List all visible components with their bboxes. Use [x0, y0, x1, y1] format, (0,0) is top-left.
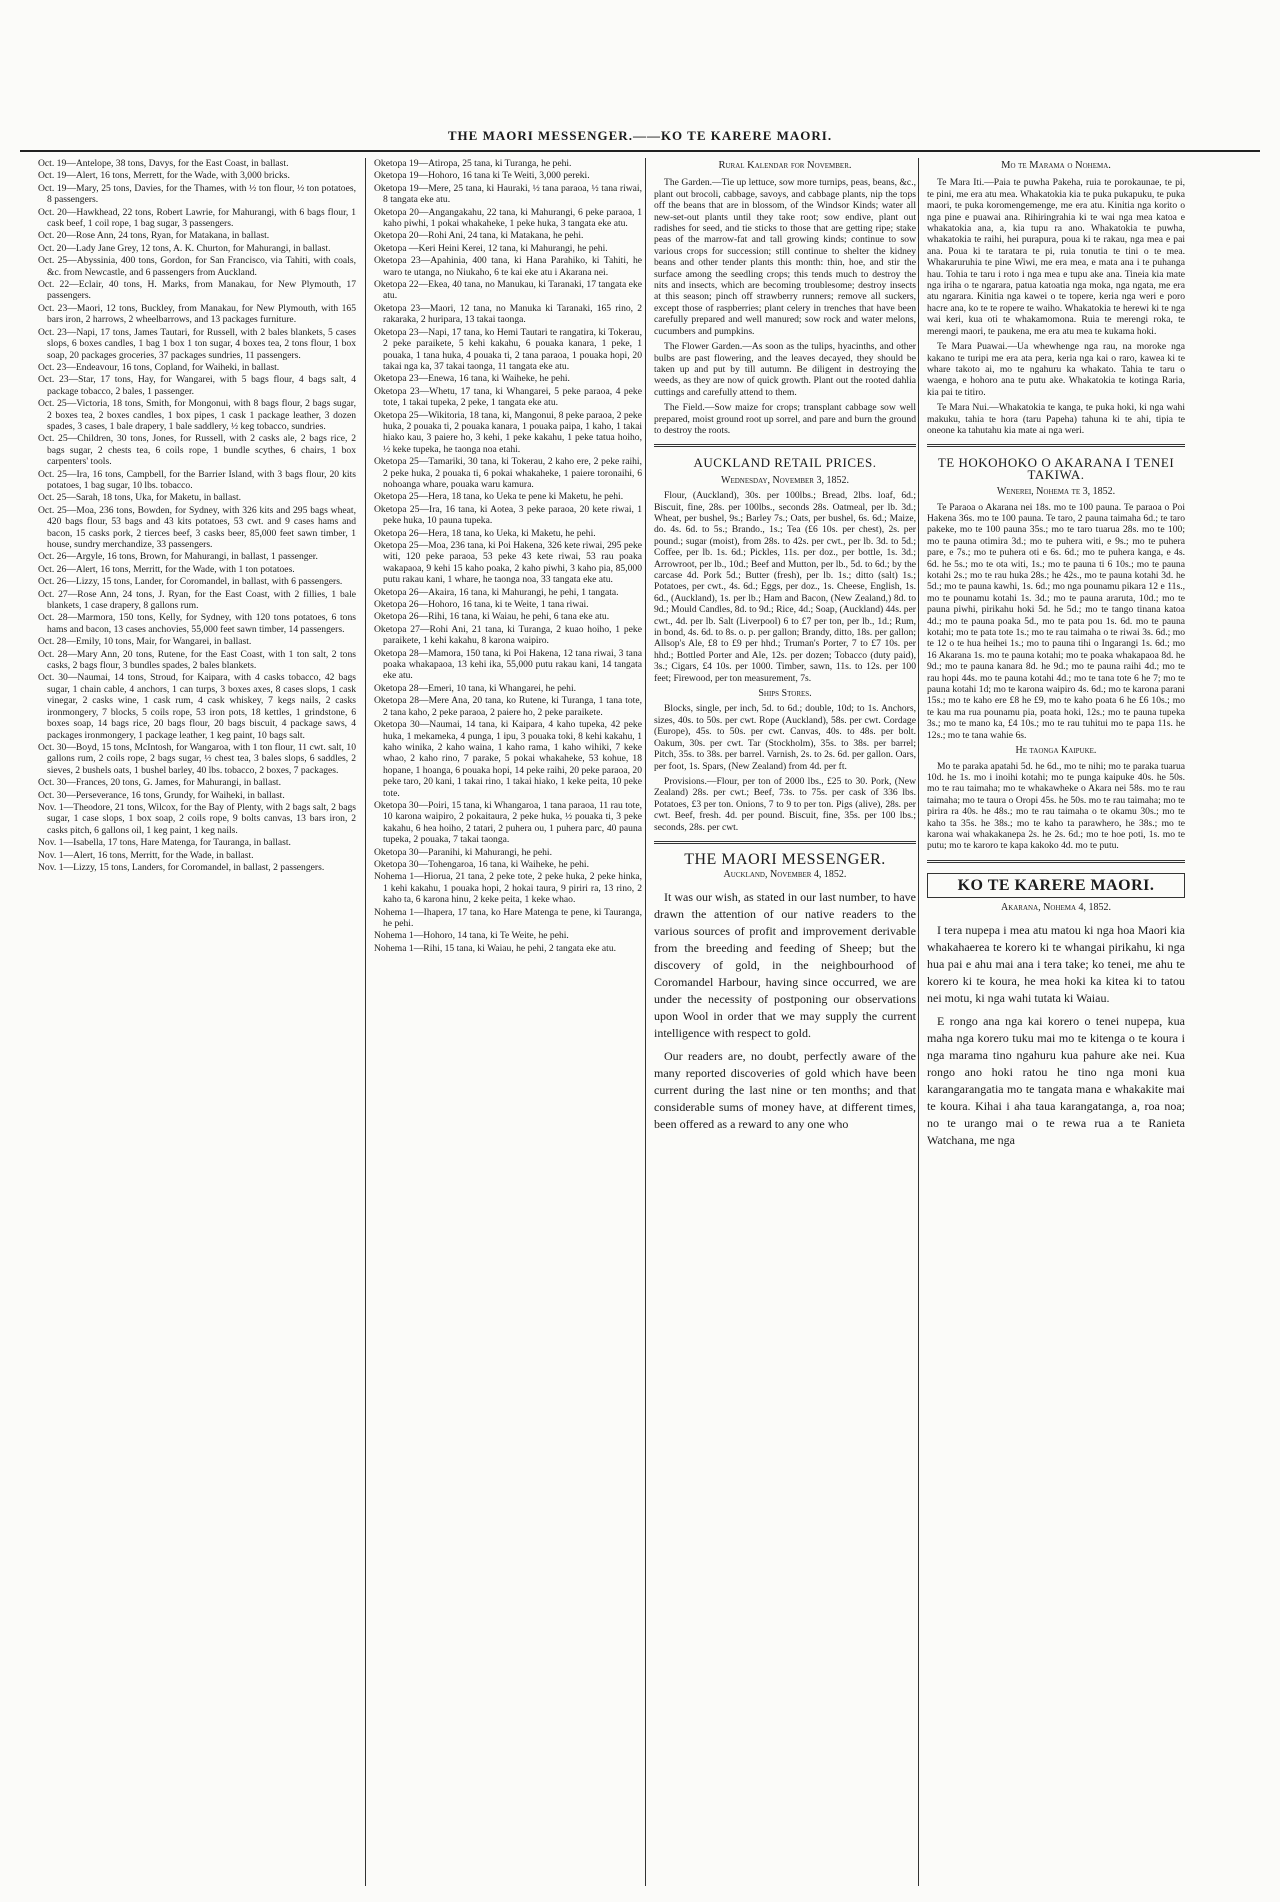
retail-paragraph: Flour, (Auckland), 30s. per 100lbs.; Bread, 2lbs. loaf, 6d.; Biscuit, fine, 28s. per 100lbs., seconds 28s. Oatmeal, per lb. 3d.; Wheat, per bushel, 9s.; Barley 7s.; Oats, per bushel, 6s. 6d.; Maize, do. 4s. 6d. to 5s.; Brando., 1s.; Tea (£6 10s. per chest), 2s. per pound.; sugar (moist), from 28s. to 42s. per cwt., per lb. 3d. to 5d.; Coffee, per lb. 1s. 6d.; Pickles, 11s. per doz., per bottle, 1s. 3d.; Arrowroot, per lb., 10d.; Beef and Mutton, per lb., 5d. to 6d.; by the carcase 4d. Pork 5d.; Butter (fresh), per lb. 1s.; ditto (salt) 1s.; Potatoes, per cwt., 4s. 6d.; Eggs, per doz., 1s. Cheese, English, 1s. 6d., (Auckland), 1s. per lb.; Ham and Bacon, (New Zealand,) 8d. to 9d.; Mould Candles, 8d. to 9d.; Rice, 4d.; Soap, (Auckland) 44s. per cwt., 4d. per lb. Salt (Liverpool) 6 to £7 per ton, per lb., 1d.; Rum, in bond, 4s. 6d. to 8s. o. p. per gallon; Brandy, ditto, 18s. per gallon; Allsop's Ale, £8 to £9 per hhd.; Truman's Porter, 7 to £7 10s. per hhd.; Bottled Porter and Ale, 12s. per dozen; Tobacco (duty paid), 3s.; Cigars, £4 10s. per 1000. Timber, sawn, 11s. to 12s. per 100 feet; Firewood, per ton measurement, 7s. — [654, 490, 916, 684]
shipping-entry-maori: Oketopa 25—Hera, 18 tana, ko Ueka te pene ki Maketu, he pehi. — [374, 491, 624, 503]
shipping-entry-maori: Oketopa 23—Maori, 12 tana, no Manuka ki Taranaki, 165 rino, 2 rakaraka, 2 huripara, 13 takai taonga. — [374, 302, 642, 326]
shipping-entry: Oct. 22—Eclair, 40 tons, H. Marks, from Manakau, for New Plymouth, 17 passengers. — [38, 279, 356, 302]
shipping-maori-column — [365, 158, 642, 1886]
shipping-entry: Nov. 1—Alert, 16 tons, Merritt, for the Wade, in ballast. — [38, 849, 254, 861]
page-header-title: THE MAORI MESSENGER.——KO TE KARERE MAORI. — [447, 128, 833, 143]
shipping-entry-maori: Nohema 1—Hohoro, 14 tana, ki Te Weite, he pehi. — [374, 930, 569, 942]
shipping-entry: Oct. 25—Ira, 16 tons, Campbell, for the Barrier Island, with 3 bags flour, 20 kits potatoes, 1 bag sugar, 10 lbs. tobacco. — [38, 468, 356, 491]
shipping-entry-maori: Nohema 1—Hiorua, 21 tana, 2 peke tote, 2 peke huka, 2 peke hinka, 1 kehi kakahu, 1 pouaka hopi, 2 hokai taura, 9 piriri ra, 13 rino, 2 kaho ta, 6 karona hinu, 2 keke peita, 1 keke whao. — [374, 871, 642, 906]
shipping-entry-maori: Oketopa 19—Atiropa, 25 tana, ki Turanga, he pehi. — [374, 158, 572, 169]
shipping-entry-maori: Oketopa 30—Poiri, 15 tana, ki Whangaroa, 1 tana paraoa, 11 rau tote, 10 karona waipiro, 2 pokaitaura, 2 peke huka, ½ pouaka ti, 3 peke kakahu, 6 hea hoiho, 2 tatari, 2 puhera ou, 1 puhera parc, 40 pauna tupeka, 2 pouaka, 7 takai taonga. — [374, 799, 642, 846]
shipping-entry: Oct. 23—Star, 17 tons, Hay, for Wangarei, with 5 bags flour, 4 bags salt, 4 package tobacco, 2 bales, 1 passenger. — [38, 374, 356, 397]
shipping-entry: Nov. 1—Theodore, 21 tons, Wilcox, for the Bay of Plenty, with 2 bags salt, 2 bags sugar, 1 case slops, 1 box soap, 2 coils rope, 9 bolts canvas, 13 bars iron, 2 casks pitch, 6 gallons oil, 1 keg paint, 1 keg nails. — [38, 801, 356, 836]
kaipuke-paragraph: Mo te paraka apatahi 5d. he 6d., mo te nihi; mo te paraka tuarua 10d. he 1s. mo i inoihi kotahi; mo te punga kaipuke 40s. he 50s. mo te rau taimaha; mo te whakawheke o Akara nei 58s. mo te rau taimaha; mo te taura o Oropi 45s. he 50s. mo te rau taimaha; mo te pirira ra 40s. he 48s.; mo te rau taimaha o te okamu 30s.; mo te kaho ta 35s. he 38s.; mo te kaho ta parawhero, he 38s.; mo te karona wai whakakanepa 2s. he 2s. 6d.; mo te hoe poti, 1s. mo te putu; mo te karoro te kapa kakoko 4d. mo te putu. — [927, 760, 1185, 852]
messenger-paragraph: Our readers are, no doubt, perfectly aware of the many reported discoveries of gold which have been current during the last nine or ten months; and that considerable sums of money have, at different times, been offered as a reward to any one who — [654, 1048, 916, 1131]
shipping-entry-maori: Oketopa 25—Wikitoria, 18 tana, ki, Mangonui, 8 peke paraoa, 2 peke huka, 2 pouaka ti, 2 pouaka kanara, 1 pouaka paipa, 1 kaho, 1 takai hiako kau, 3 paiere ho, 3 kehi, 1 peke kakahu, 1 peke tatua hoiho, ½ keke tupeka, he taonga noa etahi. — [374, 409, 642, 455]
page-header — [20, 128, 1260, 152]
hokohoko-date: Wenerei, Nohema te 3, 1852. — [996, 486, 1116, 498]
shipping-entry-maori: Oketopa 19—Mere, 25 tana, ki Hauraki, ½ tana paraoa, ½ tana riwai, 8 tangata eke atu. — [374, 182, 642, 206]
shipping-entry: Oct. 30—Perseverance, 16 tons, Grundy, for Waiheki, in ballast. — [38, 789, 285, 801]
shipping-entry-maori: Oketopa 23—Enewa, 16 tana, ki Waiheke, he pehi. — [374, 373, 570, 385]
shipping-english-column — [38, 158, 356, 1886]
column-three — [645, 158, 916, 1886]
messenger-paragraph: It was our wish, as stated in our last number, to have drawn the attention of our native readers to the various sources of profit and improvement derivable from the breeding and feeding of Sheep; but the discovery of gold, in the neighbourhood of Coromandel Harbour, having since occurred, we are under the necessity of postponing our observations upon Wool in order that we may supply the current intelligence with respect to gold. — [654, 889, 916, 1040]
kaipuke-title: He taonga Kaipuke. — [1015, 745, 1097, 757]
shipping-entry-maori: Oketopa 23—Napi, 17 tana, ko Hemi Tautari te rangatira, ki Tokerau, 2 peke paraikete, 5 kehi kakahu, 6 pouaka kanara, 1 peke, 1 pouaka, 1 tana huka, 4 pouaka ti, 2 tana paraoa, 1 pouaka hopi, 20 takai nga ka, 37 takai taonga, 11 tangata eke atu. — [374, 326, 642, 372]
ships-stores-paragraph: Blocks, single, per inch, 5d. to 6d.; double, 10d; to 1s. Anchors, sizes, 40s. to 50s. per cwt. Rope (Auckland), 58s. per cwt. Cordage (Europe), 45s. to 50s. per cwt. Canvas, 40s. to 48s. per bolt. Oakum, 30s. per cwt. Tar (Stockholm), 35s. to 38s. per barrel; Pitch, 35s. to 38s. per barrel. Varnish, 2s. to 2s. 6d. per gallon. Oars, per foot, 1s. Spars, (New Zealand) from 4d. per ft. — [654, 703, 916, 772]
shipping-entry: Nov. 1—Isabella, 17 tons, Hare Matenga, for Tauranga, in ballast. — [38, 837, 291, 849]
shipping-entry-maori: Oketopa 25—Ira, 16 tana, ki Aotea, 3 peke paraoa, 20 kete riwai, 1 peke huka, 10 pauna tupeka. — [374, 503, 642, 527]
retail-prices-date: Wednesday, November 3, 1852. — [721, 474, 849, 486]
shipping-entry: Oct. 26—Lizzy, 15 tons, Lander, for Coromandel, in ballast, with 6 passengers. — [38, 576, 343, 588]
shipping-entry: Oct. 30—Naumai, 14 tons, Stroud, for Kaipara, with 4 casks tobacco, 42 bags sugar, 1 chain cable, 4 anchors, 1 can turps, 3 boxes axes, 8 cases slops, 1 cask vinegar, 2 casks wine, 1 cask rum, 4 cask whiskey, 7 kegs nails, 2 casks ironmongery, 7 blocks, 5 coils rope, 53 iron pots, 18 kettles, 1 grindstone, 6 boxes soap, 14 bags rice, 20 bags flour, 20 bags biscuit, 4 package saws, 4 packages ironmongery, 1 package leather, 1 keg paint, 10 bags salt. — [38, 672, 356, 741]
shipping-entry: Oct. 19—Alert, 16 tons, Merrett, for the Wade, with 3,000 bricks. — [38, 170, 290, 182]
shipping-entry-maori: Nohema 1—Ihapera, 17 tana, ko Hare Matenga te pene, ki Tauranga, he pehi. — [374, 906, 642, 929]
shipping-entry: Oct. 25—Victoria, 18 tons, Smith, for Mongonui, with 8 bags flour, 2 bags sugar, 2 boxes tea, 2 boxes candles, 1 box pipes, 1 cask 1 package leather, 3 dozen spades, 3 cases, 1 bale drapery, 1 bale saddlery, ½ keg tobacco, sundries. — [38, 398, 356, 432]
shipping-entry-maori: Oketopa 26—Akaira, 16 tana, ki Mahurangi, he pehi, 1 tangata. — [374, 586, 619, 598]
shipping-entry: Oct. 23—Maori, 12 tons, Buckley, from Manakau, for New Plymouth, with 165 bars iron, 2 harrows, 2 wheelbarrows, and 13 packages furniture. — [38, 302, 356, 326]
shipping-entry: Oct. 20—Lady Jane Grey, 12 tons, A. K. Churton, for Mahurangi, in ballast. — [38, 242, 331, 254]
hokohoko-title: TE HOKOHOKO O AKARANA I TENEI TAKIWA. — [937, 455, 1175, 482]
shipping-entry-maori: Oketopa 30—Tohengaroa, 16 tana, ki Waiheke, he pehi. — [374, 858, 589, 870]
rural-paragraph: The Field.—Sow maize for crops; transplant cabbage sow well prepared, moist ground root up sorrel, and pare and burn the ground to destroy the roots. — [654, 402, 916, 436]
shipping-entry: Oct. 25—Abyssinia, 400 tons, Gordon, for San Francisco, via Tahiti, with coals, &c. from Newcastle, and 6 passengers from Auckland. — [38, 255, 356, 278]
shipping-entry: Oct. 30—Boyd, 15 tons, McIntosh, for Wangaroa, with 1 ton flour, 11 cwt. salt, 10 gallons rum, 2 coils rope, 2 bags sugar, ½ chest tea, 3 bales slops, 6 saddles, 2 sieves, 2 bushels oats, 1 bushel barley, 40 lbs. tobacco, 2 boxes, 7 packages. — [38, 741, 356, 776]
shipping-entry: Oct. 23—Endeavour, 16 tons, Copland, for Waiheki, in ballast. — [38, 361, 280, 373]
shipping-entry-maori: Oketopa 23—Apahinia, 400 tana, ki Hana Parahiko, ki Tahiti, he waro te utanga, no Niukaho, 6 te kai eke atu i Akarana nei. — [374, 255, 642, 278]
marama-paragraph: Te Mara Puawai.—Ua whewhenge nga rau, na moroke nga kakano te turipi me era ata pera, keria nga kai o raro, kawea ki te whare takoto ai, mo te ngahuru ka whakato. Tahia te taru o waenga, e hohoro ana te putu ake. Whakatokia te kotinga Raria, kia pai te titiro. — [927, 341, 1185, 398]
shipping-entry-maori: Oketopa 28—Mamora, 150 tana, ki Poi Hakena, 12 tana riwai, 3 tana poaka whakapaoa, 13 kehi ika, 55,000 putu rakau kani, 14 tangata eke atu. — [374, 647, 642, 682]
shipping-entry: Oct. 28—Marmora, 150 tons, Kelly, for Sydney, with 120 tons potatoes, 6 tons hams and bacon, 13 cases anchovies, 55,000 feet sawn timber, 14 passengers. — [38, 612, 356, 635]
shipping-entry: Oct. 19—Antelope, 38 tons, Davys, for the East Coast, in ballast. — [38, 158, 289, 169]
shipping-entry: Oct. 28—Mary Ann, 20 tons, Rutene, for the East Coast, with 1 ton salt, 2 tons casks, 2 bags flour, 3 bundles spades, 2 bales blankets. — [38, 648, 356, 672]
section-divider — [654, 841, 916, 844]
shipping-entry-maori: Oketopa 27—Rohi Ani, 21 tana, ki Turanga, 2 kuao hoiho, 1 peke paraikete, 1 kehi kakahu, 8 karona waipiro. — [374, 623, 642, 647]
shipping-entry-maori: Oketopa 28—Mere Ana, 20 tana, ko Rutene, ki Turanga, 1 tana tote, 2 tana kaho, 2 peke paraoa, 2 paiere ho, 2 peke paraikete. — [374, 695, 642, 718]
shipping-entry-maori: Oketopa 20—Rohi Ani, 24 tana, ki Matakana, he pehi. — [374, 230, 584, 242]
shipping-entry-maori: Oketopa 22—Ekea, 40 tana, no Manukau, ki Taranaki, 17 tangata eke atu. — [374, 279, 642, 302]
shipping-entry-maori: Oketopa 26—Hohoro, 16 tana, ki te Weite, 1 tana riwai. — [374, 599, 589, 611]
shipping-entry: Nov. 1—Lizzy, 15 tons, Landers, for Coromandel, in ballast, 2 passengers. — [38, 861, 325, 873]
shipping-entry-maori: Oketopa 26—Hera, 18 tana, ko Ueka, ki Maketu, he pehi. — [374, 527, 596, 539]
ships-stores-paragraph: Provisions.—Flour, per ton of 2000 lbs., £25 to 30. Pork, (New Zealand) 28s. per cwt.; Beef, 73s. to 75s. per cask of 336 lbs. Potatoes, £3 per ton. Onions, 7 to 9 to per ton. Pigs (alive), 28s. per cwt. Beef, fresh. 4d. per pound. Biscuit, fine, 35s. per 100 lbs.; seconds, 28s. per cwt. — [654, 775, 916, 833]
section-divider — [927, 444, 1185, 447]
shipping-entry: Oct. 23—Napi, 17 tons, James Tautari, for Russell, with 2 bales blankets, 5 cases slops, 6 boxes candles, 1 bag 1 box 1 ton sugar, 4 boxes tea, 2 tons flour, 1 box soap, 20 packages groceries, 37 packages sundries, 11 passengers. — [38, 326, 356, 361]
marama-title: Mo te Marama o Nohema. — [1001, 160, 1111, 171]
karere-dateline: Akarana, Nohema 4, 1852. — [1000, 902, 1112, 914]
ships-stores-title: Ships Stores. — [758, 688, 812, 700]
shipping-entry: Oct. 19—Mary, 25 tons, Davies, for the Thames, with ½ ton flour, ½ ton potatoes, 8 passengers. — [38, 182, 356, 206]
shipping-entry-maori: Nohema 1—Rihi, 15 tana, ki Waiau, he pehi, 2 tangata eke atu. — [374, 942, 617, 954]
messenger-dateline: Auckland, November 4, 1852. — [723, 869, 847, 881]
shipping-entry-maori: Oketopa —Keri Heini Kerei, 12 tana, ki Mahurangi, he pehi. — [374, 242, 608, 254]
shipping-entry: Oct. 25—Moa, 236 tons, Bowden, for Sydney, with 326 kits and 295 bags wheat, 420 bags flour, 53 bags and 43 kits potatoes, 53 cwt. and 9 cases hams and bacon, 15 casks pork, 2 tierces beef, 3 casks beer, 85,000 feet sawn timber, 1 house, sundry merchandize, 33 passengers. — [38, 504, 356, 550]
karere-paragraph: E rongo ana nga kai korero o tenei nupepa, kua maha nga korero tuku mai mo te kitenga o te koura i nga marama tino ngahuru kua pahure ake nei. Kua rongo ano hoki ratou he tino nga moni kua karangarangatia mo te tangata mana e whakakite mai te koura. Kihai i aha taua karangatanga, a, roa noa; no te urango mai o te rewa rua a te Ranieta Watchana, me nga — [927, 1013, 1185, 1147]
shipping-entry-maori: Oketopa 20—Angangakahu, 22 tana, ki Mahurangi, 6 peke paraoa, 1 kaho piwhi, 1 pokai whakaheke, 1 peke huka, 3 tangata eke atu. — [374, 206, 642, 230]
shipping-entry-maori: Oketopa 30—Naumai, 14 tana, ki Kaipara, 4 kaho tupeka, 42 peke huka, 1 mekameka, 4 punga, 1 ipu, 3 pouaka toki, 8 kehi kakahu, 1 kaho winika, 2 kaho waina, 1 kaho rama, 1 kaho wihiki, 7 keke whao, 2 kaho rino, 7 parake, 5 pokai whakaheke, 53 kohue, 18 hopane, 1 hoanga, 6 pouaka hopi, 14 peke raihi, 20 peke paraoa, 20 peke taro, 20 kani, 1 takai rino, 1 takai hiako, 1 keke peita, 10 peke tote. — [374, 719, 642, 799]
shipping-entry-maori: Oketopa 28—Emeri, 10 tana, ki Whangarei, he pehi. — [374, 682, 577, 694]
shipping-entry: Oct. 25—Sarah, 18 tons, Uka, for Maketu, in ballast. — [38, 492, 242, 504]
shipping-entry-maori: Oketopa 19—Hohoro, 16 tana ki Te Weiti, 3,000 pereki. — [374, 170, 590, 182]
hokohoko-paragraph: Te Paraoa o Akarana nei 18s. mo te 100 pauna. Te paraoa o Poi Hakena 36s. mo te 100 pauna. Te taro, 2 pauna taimaha 6d.; te taro pakeke, mo te 100 pauna 35s.; mo te taro tuarua 28s. mo te 100; mo te pauna otimira 3d.; mo te puhera witi, e 9s.; mo te puhera pare, e 7s.; mo te puhera oti e 6s. 6d.; mo te puhera kanga, e 4s. 6d. he 5s.; mo te ota witi, 1s.; mo te pauna ti 6 10s.; mo te pauna kotahi 2s.; mo te rau huka 28s.; he 42s., mo te pauna kotahi 3d. he 5d.; mo te pauna kawhi, 1s. 6d.; mo nga pounamu pikara 12 e 11s., mo te pounamu kotahi 1s. 3d.; mo te pauna araruta, 10d.; mo te pauna piwhi, pirikahu hoki 5d. he 5d.; mo te tango tinana katoa 4d.; mo te pauna poaka 5d., mo te pata pou 1s. 6d. mo te pauna kotahi; mo te pata tote 1s.; mo te rau taimaha o te riwai 3s. 6d.; mo te 12 o te hua heihei 1s.; mo to pauna tihi o Ingarangi 1s. 6d.; mo 16 Akarana 1s. mo te pauna kotahi; mo te poaka whakapaoa 8d. he 9d.; mo te pauna kanara 8d. he 9d.; mo te pauna raihi 4d.; mo te rau hopi 44s. mo te pauna kotahi 4d.; mo te tana tote 6 he 7; mo te pauna kotahi 1d; mo te karona waipiro 4s. 6d.; mo te karona parani 15s.; mo te kaho ere £8 he £9, mo te kaho poata 6 he £6 10s.; mo te kau ma rua pounamu pia, poata hoki, 12s.; mo te pauna tupeka 3s.; mo te mano ka, £4 10s.; mo te rau tuhitui mo te papa 11s. he 12s.; mo te tana wahie 6s. — [927, 501, 1185, 741]
rural-paragraph: The Flower Garden.—As soon as the tulips, hyacinths, and other bulbs are past flowering, and the leaves decayed, they should be taken up and put by till autumn. Be diligent in destroying the weeds, as they are now of quick growth. Plant out the rooted dahlia cuttings and carefully attend to them. — [654, 341, 916, 398]
karere-paragraph: I tera nupepa i mea atu matou ki nga hoa Maori kia whakahaerea te korero ki te whangai pirikahu, ki nga hua pai e ahu mai ana i tera take; ko tenei, me ahu te korero ki te koura, he mea hoki ka kitea ki to tatou nei motu, ki nga wahi tutata ki Waiau. — [927, 922, 1185, 1005]
shipping-entry: Oct. 26—Alert, 16 tons, Merritt, for the Wade, with 1 ton potatoes. — [38, 563, 295, 575]
column-four — [918, 158, 1185, 1886]
rural-paragraph: The Garden.—Tie up lettuce, sow more turnips, peas, beans, &c., plant out brocoli, cabbage, savoys, and cabbage plants, nip the tops off the beans that are in blossom, of the Windsor Kinds; water all new-set-out plants until they take root; sow endive, plant out radishes for seed, and tie sticks to those that are getting ripe; stake peas of the marrow-fat and tall growing kinds; continue to sow various crops for succession; still continue to shelter the kidney beans and other tender plants this month: thin, hoe, and stir the surface among the seedling crops; this tends much to destroy the nits and insects, which are becoming troublesome; destroy insects at this season; pinch off strawberry runners; remove all suckers, except those of raspberries; plant celery in trenches that have been carefully prepared and well manured; sow rock and water melons, cucumbers and pumpkins. — [654, 177, 916, 337]
rural-kalendar-title: Rural Kalendar for November. — [718, 160, 852, 171]
shipping-entry: Oct. 20—Rose Ann, 24 tons, Ryan, for Matakana, in ballast. — [38, 230, 270, 242]
shipping-entry: Oct. 20—Hawkhead, 22 tons, Robert Lawrie, for Mahurangi, with 6 bags flour, 1 cask beef, 1 coil rope, 1 bag sugar, 3 passengers. — [38, 206, 356, 230]
shipping-entry-maori: Oketopa 25—Moa, 236 tana, ki Poi Hakena, 326 kete riwai, 295 peke witi, 120 peke paraoa, 53 peke 43 kete riwai, 53 rau poaka wakapaoa, 9 kehi 15 kaho poaka, 2 kaho piwhi, 3 kaho pia, 85,000 putu rakau kani, 1 whare, he taonga noa, 33 tangata eke atu. — [374, 540, 642, 586]
shipping-entry-maori: Oketopa 26—Rihi, 16 tana, ki Waiau, he pehi, 6 tana eke atu. — [374, 611, 610, 623]
marama-paragraph: Te Mara Iti.—Paia te puwha Pakeha, ruia te porokaunae, te pi, te pini, me era atu mea. Whakatokia kia te puka pukapuku, te puka maori, te puka koromengemenge, me era atu. Kinitia nga korito o nga pine e puawai ana. Rihiringrahia ki te wai nga mea katoa e whakatokia ana, a, kia tupu ra ano. Whakatokia te puwha, whakatokia te raihi, hei purapura, poua ki te rakau, nga mea e pai ana. Poua ki te taratara te pi, ruia tonutia te tini o te mea. Whakaruruhia te pine Wiwi, me era mea, e mata ana i te puhanga hau. Tohia te taru i roto i nga mea e tupu ake ana. Tineia kia mate nga iriha o te ngarara, patua katoatia nga moka, nga ngata, me era atu ngarara. Kinitia nga kawei o te topere, keria nga weri e poro hacre ana, ko te te ropere te waiho. Whakatokia te herewi ki te nga wai keri, kua oti te whakamomona. Ruia te merengi roka, te merengi maori, te paukena, me era atu mea te kukama hoki. — [927, 177, 1185, 337]
shipping-entry-maori: Oketopa 25—Tamariki, 30 tana, ki Tokerau, 2 kaho ere, 2 peke raihi, 2 peke huka, 2 pouaka ti, 6 pokai whakaheke, 1 paiere toronaihi, 6 nohoanga whare, pouaka waru kamura. — [374, 456, 642, 490]
shipping-entry: Oct. 28—Emily, 10 tons, Mair, for Wangarei, in ballast. — [38, 636, 252, 648]
shipping-entry-maori: Oketopa 23—Whetu, 17 tana, ki Whangarei, 5 peke paraoa, 4 peke tote, 1 takai tupeka, 2 peke, 1 tangata eke atu. — [374, 385, 642, 409]
section-divider — [654, 444, 916, 447]
shipping-entry-maori: Oketopa 30—Paranihi, ki Mahurangi, he pehi. — [374, 846, 552, 858]
shipping-entry: Oct. 27—Rose Ann, 24 tons, J. Ryan, for the East Coast, with 2 fillies, 1 bale blankets, 1 case drapery, 8 gallons rum. — [38, 588, 356, 612]
shipping-entry: Oct. 25—Children, 30 tons, Jones, for Russell, with 2 casks ale, 2 bags rice, 2 bags sugar, 2 chests tea, 6 coils rope, 1 bundle scythes, 6 chairs, 1 box carpenters' tools. — [38, 433, 356, 468]
marama-paragraph: Te Mara Nui.—Whakatokia te kanga, te puka hoki, ki nga wahi makuku, tahia te hora (taru Papeha) tahuna ki te ahi, tipia te oneone ka tahutahu kia mate ai nga weri. — [927, 402, 1185, 436]
shipping-entry: Oct. 26—Argyle, 16 tons, Brown, for Mahurangi, in ballast, 1 passenger. — [38, 551, 318, 563]
messenger-masthead: THE MAORI MESSENGER. — [684, 850, 886, 868]
shipping-entry: Oct. 30—Frances, 20 tons, G. James, for Mahurangi, in ballast. — [38, 777, 281, 789]
section-divider — [927, 860, 1185, 863]
retail-prices-title: AUCKLAND RETAIL PRICES. — [693, 455, 877, 471]
karere-masthead: KO TE KARERE MAORI. — [927, 873, 1185, 898]
